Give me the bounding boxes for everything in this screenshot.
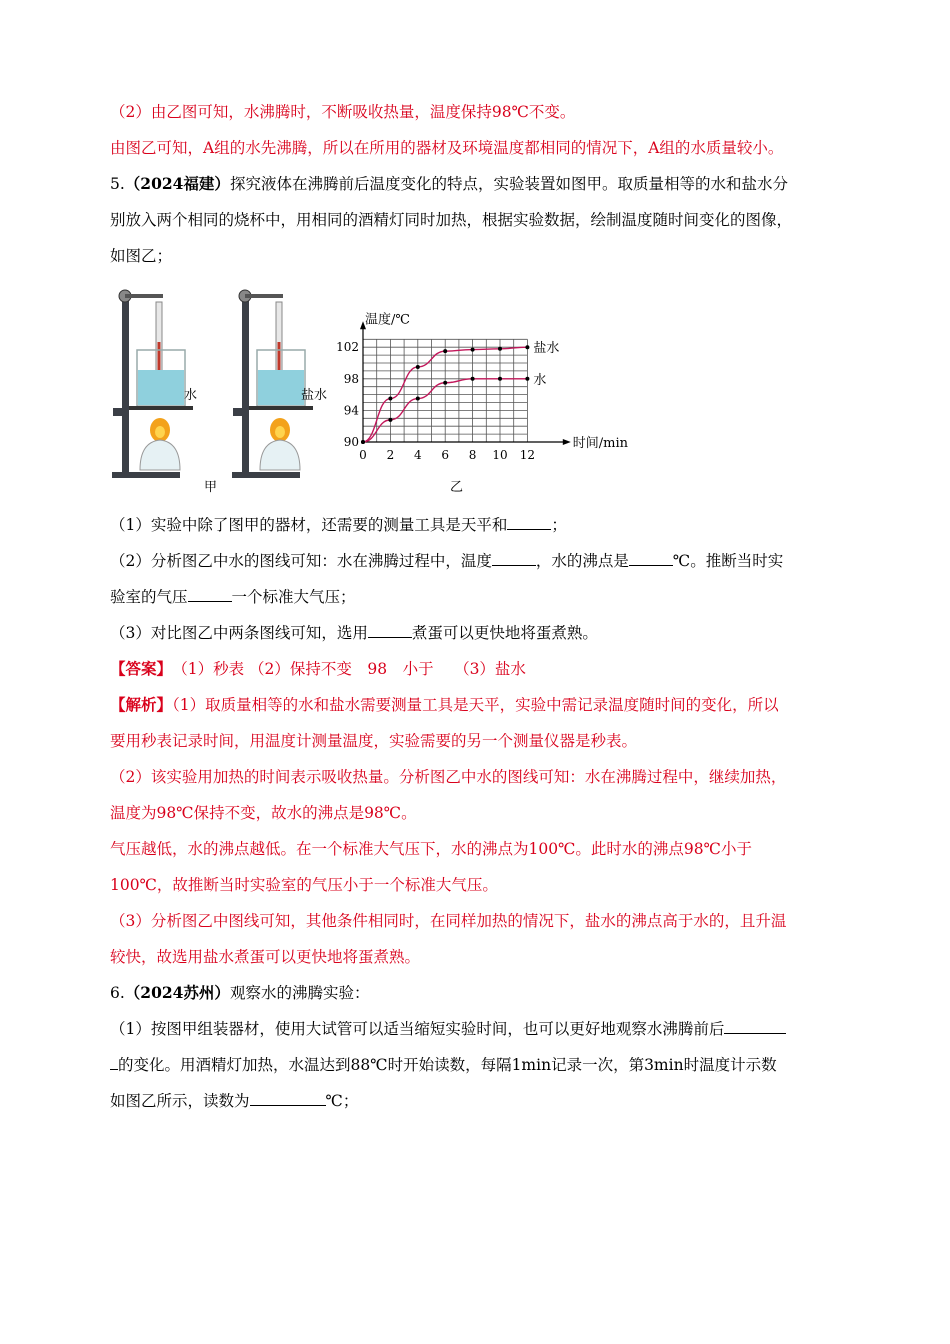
text-line: 由图乙可知，A组的水先沸腾，所以在所用的器材及环境温度都相同的情况下，A组的水质量较小。: [110, 139, 784, 157]
x-tick-label: 10: [492, 448, 508, 462]
question-text: 探究液体在沸腾前后温度变化的特点，实验装置如图甲。取质量相等的水和盐水分: [229, 175, 788, 193]
answer-text: （1）秒表 （2）保持不变 98 小于 （3）盐水: [180, 660, 526, 678]
y-tick-label: 94: [343, 403, 359, 418]
question-6-intro: [110, 982, 369, 1004]
stand-water: [112, 290, 197, 478]
text-line: 气压越低，水的沸点越低。在一个标准大气压下，水的沸点为100℃。此时水的沸点98℃小于: [110, 840, 752, 858]
text: 验室的气压: [110, 588, 188, 606]
data-point: [525, 345, 529, 349]
data-point: [388, 418, 392, 422]
text-line: 要用秒表记录时间，用温度计测量温度，实验需要的另一个测量仪器是秒表。: [110, 732, 638, 750]
question-6-part-1-cont2: [110, 1090, 358, 1112]
text-line: 如图乙；: [110, 247, 173, 265]
question-5-part-3: [110, 622, 598, 644]
text-line: 较快，故选用盐水煮蛋可以更快地将蛋煮熟。: [110, 948, 421, 966]
text-line: 100℃，故推断当时实验室的气压小于一个标准大气压。: [110, 876, 498, 894]
temperature-chart: [336, 311, 629, 462]
beaker-left-label: 水: [184, 388, 198, 403]
text: ，水的沸点是: [535, 552, 629, 570]
text-line: 温度为98℃保持不变，故水的沸点是98℃。: [110, 804, 417, 822]
answer-blank[interactable]: [250, 1090, 326, 1106]
x-tick-label: 8: [468, 448, 477, 462]
text: ；: [551, 516, 567, 534]
text: 如图乙所示，读数为: [110, 1092, 250, 1110]
data-point: [388, 397, 392, 401]
answer-blank[interactable]: [629, 550, 673, 566]
answer-blank[interactable]: [188, 586, 232, 602]
series-label: 盐水: [533, 341, 560, 357]
answer-blank[interactable]: [507, 514, 551, 530]
answer-line: [110, 658, 526, 680]
text: 的变化。用酒精灯加热，水温达到88℃时开始读数，每隔1min记录一次，第3min时温度计示数: [118, 1056, 777, 1074]
text: 煮蛋可以更快地将蛋煮熟。: [411, 624, 598, 642]
data-point: [361, 440, 365, 444]
figure-label-yi: 乙: [450, 480, 464, 495]
text: （2）分析图乙中水的图线可知：水在沸腾过程中，温度: [110, 552, 492, 570]
text-line: 别放入两个相同的烧杯中，用相同的酒精灯同时加热，根据实验数据，绘制温度随时间变化的图像，: [110, 211, 793, 229]
experiment-figure: [110, 272, 650, 500]
answer-blank[interactable]: [724, 1018, 786, 1034]
data-point: [498, 377, 502, 381]
text: （1）取质量相等的水和盐水需要测量工具是天平，实验中需记录温度随时间的变化，所以: [172, 696, 779, 714]
question-number: 5.: [110, 175, 125, 193]
x-tick-label: 4: [413, 448, 422, 462]
x-axis-label: 时间/min: [572, 436, 629, 451]
answer-blank[interactable]: [492, 550, 536, 566]
stand-saltwater: [232, 290, 327, 478]
y-tick-label: 90: [343, 435, 359, 449]
data-point: [471, 377, 475, 381]
data-point: [443, 381, 447, 385]
data-point: [471, 348, 475, 352]
text: （1）实验中除了图甲的器材，还需要的测量工具是天平和: [110, 516, 508, 534]
y-tick-label: 102: [336, 340, 359, 355]
figure-label-jia: 甲: [204, 480, 218, 495]
data-point: [443, 349, 447, 353]
data-point: [416, 365, 420, 369]
beaker-right-label: 盐水: [301, 388, 328, 403]
analysis-label: 【解析】: [110, 695, 173, 714]
x-axis-arrow: [563, 439, 571, 445]
text-line: （2）该实验用加热的时间表示吸收热量。分析图乙中水的图线可知：水在沸腾过程中，继续加热，: [110, 768, 787, 786]
text-line: （3）分析图乙中图线可知，其他条件相同时，在同样加热的情况下，盐水的沸点高于水的，且升温: [110, 912, 787, 930]
text: ℃；: [325, 1092, 359, 1110]
question-5-intro: [110, 173, 788, 195]
series-label: 水: [533, 372, 547, 388]
question-5-part-2: [110, 550, 783, 572]
data-point: [525, 377, 529, 381]
question-6-part-1: [110, 1018, 786, 1040]
text: 一个标准大气压；: [231, 588, 356, 606]
text: （3）对比图乙中两条图线可知，选用: [110, 624, 368, 642]
question-6-part-1-cont: [110, 1054, 777, 1076]
text-line: （2）由乙图可知，水沸腾时，不断吸收热量，温度保持98℃不变。: [110, 103, 576, 121]
answer-blank[interactable]: [368, 622, 412, 638]
question-5-part-2-cont: [110, 586, 356, 608]
text: ℃。推断当时实: [672, 552, 784, 570]
question-source: （2024福建）: [124, 174, 230, 193]
question-number: 6.: [110, 984, 125, 1002]
x-tick-label: 0: [359, 448, 367, 462]
question-source: （2024苏州）: [124, 983, 230, 1002]
figure-svg: [110, 272, 650, 500]
answer-label: 【答案】: [110, 659, 173, 678]
question-text: 观察水的沸腾实验：: [229, 984, 370, 1002]
x-tick-label: 2: [386, 448, 395, 462]
y-tick-label: 98: [343, 371, 359, 386]
data-point: [498, 347, 502, 351]
answer-blank[interactable]: [110, 1054, 118, 1070]
analysis-line: [110, 694, 779, 716]
y-axis-label: 温度/℃: [365, 312, 410, 328]
text: （1）按图甲组装器材，使用大试管可以适当缩短实验时间，也可以更好地观察水沸腾前后: [110, 1020, 725, 1038]
data-point: [416, 397, 420, 401]
x-tick-label: 6: [441, 448, 450, 462]
question-5-part-1: [110, 514, 567, 536]
x-tick-label: 12: [519, 448, 536, 462]
